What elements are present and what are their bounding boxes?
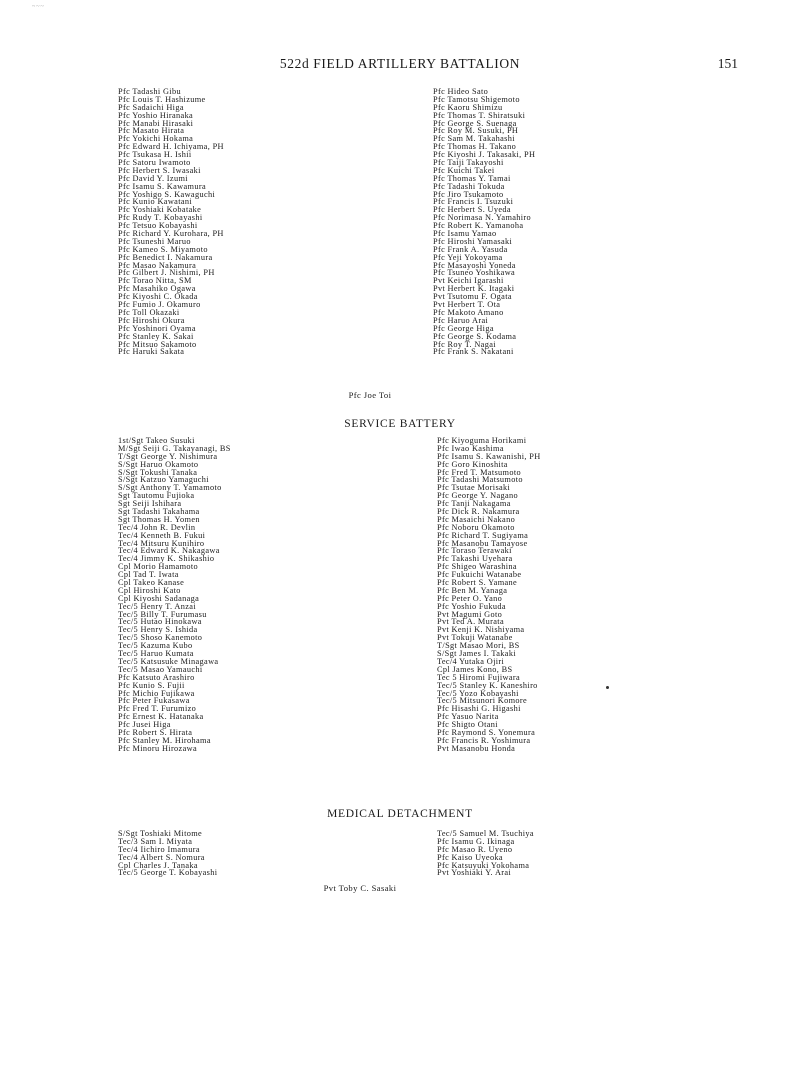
roster-entry: Cpl James Kono, BS [437, 664, 513, 674]
roster-entry: Pfc Frank S. Nakatani [433, 347, 514, 357]
roster-entry: Pfc Gilbert J. Nishimi, PH [118, 268, 215, 278]
roster-entry: Pfc Satoru Iwamoto [118, 158, 191, 168]
roster-entry: Pfc Tanji Nakagama [437, 499, 511, 509]
roster-entry: Pfc Tsuneshi Maruo [118, 236, 191, 246]
roster-entry: Pfc Hisashi G. Higashi [437, 704, 521, 714]
medical-detachment-heading: MEDICAL DETACHMENT [327, 808, 473, 820]
roster-entry: Pfc Haruo Arai [433, 315, 489, 325]
roster-entry: Pfc Thomas H. Takano [433, 142, 517, 152]
roster-entry: Cpl Kiyoshi Sadanaga [118, 593, 200, 603]
roster-entry: Pfc Raymond S. Yonemura [437, 727, 536, 737]
roster-entry: Pfc Richard Y. Kurohara, PH [118, 229, 224, 239]
roster-entry: Pfc Herbert S. Iwasaki [118, 165, 201, 175]
corner-mark: ~~~ [32, 4, 45, 10]
roster-entry: Pfc Fred T. Matsumoto [437, 467, 522, 477]
roster-entry: S/Sgt James I. Takaki [437, 649, 516, 659]
roster-entry: Pfc Roy M. Susuki, PH [433, 126, 519, 136]
roster-entry: Pfc Dick R. Nakamura [437, 507, 520, 517]
roster-entry: Pfc Kuichi Takei [433, 165, 495, 175]
roster-entry: Pfc Tsuneo Yoshikawa [433, 268, 516, 278]
roster-entry: Pfc Manabi Hirasaki [118, 118, 194, 128]
roster-entry: Pfc Fumio J. Okamuro [118, 300, 201, 310]
roster-entry: S/Sgt Tokushi Tanaka [118, 467, 198, 477]
roster-entry: Tec/5 Masao Yamauchi [118, 664, 203, 674]
roster-entry: Cpl Takeo Kanase [118, 578, 185, 588]
roster-entry: Pfc Fred T. Furumizo [118, 704, 197, 714]
roster-entry: 1st/Sgt Takeo Susuki [118, 436, 195, 445]
roster-entry: Pfc Michio Fujikawa [118, 688, 195, 698]
roster-entry: Tec/5 Shoso Kanemoto [118, 633, 203, 643]
roster-entry: Pvt Herbert T. Ota [433, 300, 501, 310]
roster-entry: Pfc David Y. Izumi [118, 173, 188, 183]
roster-entry: Tec/4 Yutaka Ojiri [437, 656, 505, 666]
roster-entry: Pfc Louis T. Hashizume [118, 94, 206, 104]
roster-entry: Pfc Edward H. Ichiyama, PH [118, 142, 224, 152]
roster-entry: Pfc Jiro Tsukamoto [433, 189, 504, 199]
roster-entry: Pfc Frank A. Yasuda [433, 244, 508, 254]
roster-entry: Pfc Peter O. Yano [437, 593, 503, 603]
roster-entry: Pfc Toll Okazaki [118, 307, 180, 317]
roster-entry: Pfc Francis R. Yoshimura [437, 735, 531, 745]
roster-entry: Pfc Kaiso Uyeoka [437, 852, 503, 862]
roster-entry: Pfc Roy T. Nagai [433, 339, 496, 349]
roster-entry: Pfc Yoshio Fukuda [437, 601, 506, 611]
roster-entry: S/Sgt Toshiaki Mitome [118, 829, 203, 838]
roster-entry: Pvt Masanobu Honda [437, 743, 516, 753]
roster-entry: Pfc Isamu S. Kawanishi, PH [437, 451, 541, 461]
roster-entry: Pfc Masayoshi Yoneda [433, 260, 516, 270]
roster-entry: Pfc Mitsuo Sakamoto [118, 339, 197, 349]
roster-entry: Pvt Tsutomu F. Ogata [433, 292, 512, 302]
roster-entry: Cpl Hiroshi Kato [118, 585, 181, 595]
service-right-list [437, 437, 541, 753]
roster-entry: Pfc Kiyoshi J. Takasaki, PH [433, 150, 536, 160]
roster-entry: T/Sgt Masao Mori, BS [437, 641, 520, 651]
roster-entry: Pfc Jusei Higa [118, 720, 171, 730]
roster-entry: S/Sgt Katzuo Yamaguchi [118, 475, 209, 485]
roster-entry: Sgt Tautomu Fujioka [118, 491, 195, 501]
service-battery-heading: SERVICE BATTERY [344, 418, 456, 430]
roster-entry: Tec/5 Kazuma Kubo [118, 641, 193, 651]
roster-entry: Tec/5 Henry T. Anzai [118, 601, 196, 611]
roster-entry: Pfc Tsutae Morisaki [437, 483, 511, 493]
roster-entry: Pfc Yoshigo S. Kawaguchi [118, 189, 216, 199]
roster-entry: T/Sgt George Y. Nishimura [118, 451, 218, 461]
roster-entry: Pfc George S. Suenaga [433, 118, 517, 128]
roster-entry: Pfc Kunio S. Fujii [118, 680, 185, 690]
ink-dot [606, 686, 609, 689]
roster-entry: Pfc Shigeo Warashina [437, 562, 517, 572]
roster-entry: Pfc Tadashi Tokuda [433, 181, 505, 191]
roster-entry: Tec/5 Katsusuke Minagawa [118, 656, 219, 666]
roster-entry: Pfc Kiyoshi C. Okada [118, 292, 198, 302]
roster-entry: Pfc Isamu Yamao [433, 229, 497, 239]
roster-entry: Tec/5 Samuel M. Tsuchiya [437, 829, 534, 838]
roster-entry: Pfc George S. Kodama [433, 331, 517, 341]
roster-entry: Tec/5 Mitsunori Komore [437, 696, 528, 706]
roster-entry: Pfc Thomas T. Shiratsuki [433, 110, 526, 120]
roster-entry: Pfc Yoshinori Oyama [118, 323, 196, 333]
roster-entry: Pfc Toraso Terawaki [437, 546, 512, 556]
roster-entry: Pfc Fukuichi Watanabe [437, 570, 522, 580]
roster-entry: Pvt Magumi Goto [437, 609, 503, 619]
medical-center-entry: Pvt Toby C. Sasaki [323, 883, 397, 893]
roster-entry: Pfc Peter Fukasawa [118, 696, 190, 706]
roster-entry: Pfc Minoru Hirozawa [118, 743, 197, 753]
roster-entry: Pfc Sadaichi Higa [118, 102, 184, 112]
roster-entry: Pfc Tetsuo Kobayashi [118, 221, 198, 231]
roster-entry: Pfc Hiroshi Yamasaki [433, 236, 513, 246]
roster-entry: Pfc Takashi Uyehara [437, 554, 513, 564]
roster-entry: Sgt Tadashi Takahama [118, 507, 200, 517]
roster-entry: Pfc Stanley K. Sakai [118, 331, 194, 341]
roster-entry: Pfc Stanley M. Hirohama [118, 735, 211, 745]
roster-entry: Tec/5 George T. Kobayashi [118, 868, 218, 878]
roster-entry: Pfc Sam M. Takahashi [433, 134, 515, 144]
roster-entry: Tec/4 Jimmy K. Shikashio [118, 554, 215, 564]
roster-entry: Pfc Tamotsu Shigemoto [433, 94, 520, 104]
roster-entry: Cpl Charles J. Tanaka [118, 860, 198, 870]
roster-entry: Pfc Masahiko Ogawa [118, 284, 196, 294]
roster-entry: Tec/5 Yozo Kobayashi [437, 688, 519, 698]
page-title: 522d FIELD ARTILLERY BATTALION [279, 56, 521, 71]
medical-right-list [437, 830, 534, 877]
roster-entry: Pfc George Higa [433, 323, 494, 333]
roster-entry: S/Sgt Anthony T. Yamamoto [118, 483, 222, 493]
battery-center-entry: Pfc Joe Toi [348, 390, 392, 400]
roster-entry: Tec/3 Sam I. Miyata [118, 836, 193, 846]
roster-entry: Tec/4 Albert S. Nomura [118, 852, 205, 862]
roster-entry: Pfc Kiyoguma Horikami [437, 436, 527, 445]
roster-entry: Pfc Herbert S. Uyeda [433, 205, 511, 215]
roster-entry: Cpl Morio Hamamoto [118, 562, 199, 572]
roster-entry: Pfc Robert K. Yamanoha [433, 221, 524, 231]
roster-entry: Pfc Kunio Kawatani [118, 197, 193, 207]
battery-right-list [433, 88, 535, 356]
roster-entry: Tec/5 Hutao Hinokawa [118, 617, 202, 627]
roster-entry: Pfc Taiji Takayoshi [433, 158, 504, 168]
roster-entry: Pfc Yoshiaki Kobatake [118, 205, 202, 215]
roster-entry: Pvt Herbert K. Itagaki [433, 284, 515, 294]
roster-entry: Sgt Seiji Ishihara [118, 499, 182, 509]
roster-entry: Pvt Kenji K. Nishiyama [437, 625, 525, 635]
roster-entry: Pfc Katsuyuki Yokohama [437, 860, 530, 870]
battery-left-list [118, 88, 224, 356]
roster-entry: Pfc Masanobu Tamayose [437, 538, 528, 548]
roster-entry: Pfc Iwao Kashima [437, 443, 504, 453]
roster-entry: Pfc Masao R. Uyeno [437, 844, 513, 854]
roster-entry: Tec/5 Billy T. Furumasu [118, 609, 207, 619]
roster-entry: Pfc Robert S. Yamane [437, 578, 518, 588]
roster-entry: Pfc Tsukasa H. Ishii [118, 150, 192, 160]
roster-entry: M/Sgt Seiji G. Takayanagi, BS [118, 443, 231, 453]
roster-entry: Pvt Tokuji Watanabe [437, 633, 513, 643]
roster-entry: Pfc Rudy T. Kobayashi [118, 213, 203, 223]
roster-entry: Tec 5 Hiromi Fujiwara [437, 672, 521, 682]
roster-entry: Pfc Kameo S. Miyamoto [118, 244, 208, 254]
roster-entry: Tec/5 Henry S. Ishida [118, 625, 198, 635]
roster-entry: Pfc Isamu S. Kawamura [118, 181, 206, 191]
roster-entry: Sgt Thomas H. Yomen [118, 514, 200, 524]
roster-entry: Tec/4 Kenneth B. Fukui [118, 530, 206, 540]
roster-entry: Tec/5 Haruo Kumata [118, 649, 194, 659]
roster-entry: Pfc Katsuto Arashiro [118, 672, 195, 682]
service-left-list [118, 437, 231, 753]
roster-entry: Cpl Tad T. Iwata [118, 570, 179, 580]
roster-entry: Pfc George Y. Nagano [437, 491, 519, 501]
roster-entry: Tec/5 Stanley K. Kaneshiro [437, 680, 538, 690]
roster-entry: Pfc Masao Nakamura [118, 260, 197, 270]
roster-entry: Pfc Isamu G. Ikinaga [437, 836, 515, 846]
roster-entry: Pfc Yoshio Hiranaka [118, 110, 194, 120]
roster-entry: Pfc Haruki Sakata [118, 347, 185, 357]
roster-entry: Pvt Ted A. Murata [437, 617, 504, 627]
roster-entry: Pfc Goro Kinoshita [437, 459, 508, 469]
roster-entry: Pfc Yasuo Narita [437, 712, 499, 722]
medical-left-list [118, 830, 217, 877]
roster-entry: Pfc Thomas Y. Tamai [433, 173, 511, 183]
roster-entry: Pfc Ernest K. Hatanaka [118, 712, 204, 722]
roster-entry: Tec/4 John R. Devlin [118, 522, 196, 532]
roster-entry: Pfc Benedict I. Nakamura [118, 252, 213, 262]
roster-entry: Pvt Keichi Igarashi [433, 276, 504, 286]
roster-entry: Pfc Tadashi Gibu [118, 87, 181, 96]
roster-entry: Pfc Makoto Amano [433, 307, 504, 317]
page-number: 151 [717, 56, 738, 71]
roster-entry: Pfc Yeji Yokoyama [433, 252, 503, 262]
roster-entry: Tec/4 Iichiro Imamura [118, 844, 200, 854]
roster-entry: Tec/4 Mitsuru Kunihiro [118, 538, 205, 548]
roster-entry: Pfc Ben M. Yanaga [437, 585, 508, 595]
roster-entry: Pfc Noboru Okamoto [437, 522, 515, 532]
roster-entry: Pfc Norimasa N. Yamahiro [433, 213, 532, 223]
roster-entry: Pvt Yoshiaki Y. Arai [437, 868, 512, 878]
roster-entry: Tec/4 Edward K. Nakagawa [118, 546, 220, 556]
roster-entry: Pfc Yokichi Hokama [118, 134, 194, 144]
roster-entry: Pfc Masato Hirata [118, 126, 185, 136]
roster-entry: Pfc Robert S. Hirata [118, 727, 193, 737]
roster-entry: Pfc Shigto Otani [437, 720, 498, 730]
roster-entry: Pfc Francis I. Tsuzuki [433, 197, 514, 207]
roster-entry: Pfc Kaoru Shimizu [433, 102, 503, 112]
roster-entry: Pfc Tadashi Matsumoto [437, 475, 523, 485]
roster-entry: Pfc Richard T. Sugiyama [437, 530, 529, 540]
roster-entry: Pfc Hideo Sato [433, 87, 489, 96]
roster-entry: Pfc Torao Nitta, SM [118, 276, 192, 286]
roster-entry: Pfc Masaichi Nakano [437, 514, 516, 524]
roster-entry: S/Sgt Haruo Okamoto [118, 459, 199, 469]
roster-entry: Pfc Hiroshi Okura [118, 315, 185, 325]
